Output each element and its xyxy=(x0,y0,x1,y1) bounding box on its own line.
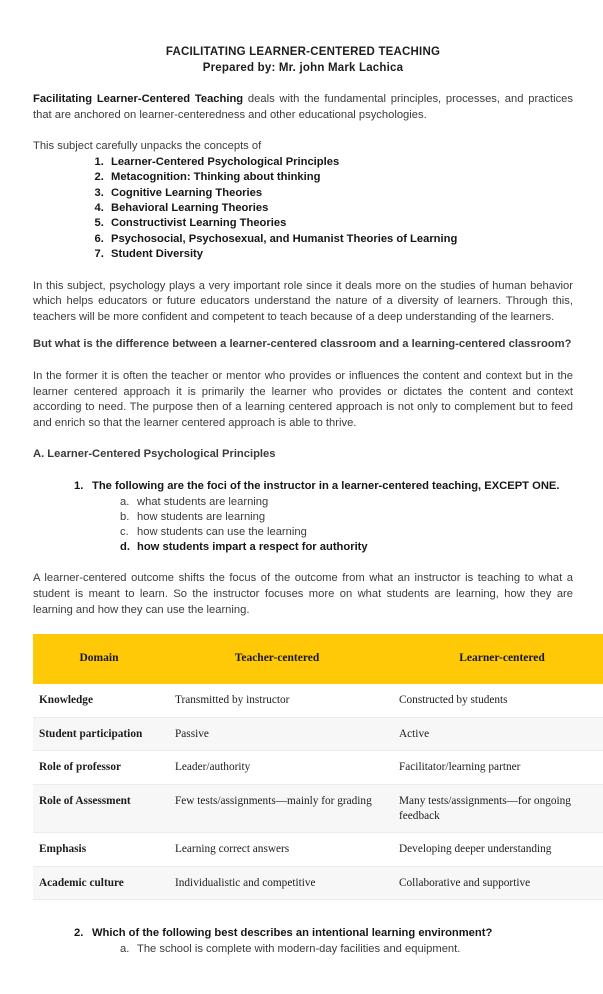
table-body xyxy=(33,684,603,900)
list-item: 4. Behavioral Learning Theories xyxy=(107,201,573,216)
column-header-learner-centered: Learner-centered xyxy=(389,634,603,684)
question-1-option-a[interactable] xyxy=(33,495,573,510)
table-head xyxy=(33,634,603,684)
option-text: how students can use the learning xyxy=(137,525,307,538)
cell-learner: Facilitator/learning partner xyxy=(389,751,603,785)
question-1-option-d[interactable] xyxy=(33,540,573,555)
list-item: 5. Constructivist Learning Theories xyxy=(107,216,573,231)
cell-teacher: Transmitted by instructor xyxy=(165,684,389,717)
option-text: how students are learning xyxy=(137,510,266,523)
document-subtitle: Prepared by: Mr. john Mark Lachica xyxy=(202,62,404,74)
cell-domain: Student participation xyxy=(33,717,165,751)
option-letter: a. xyxy=(120,942,130,955)
question-2 xyxy=(33,926,573,942)
table-row xyxy=(33,833,603,867)
intro-lead-rest: deals with the fundamental principles, processes, and practices that are anchored on learner-centeredness and other educational psychologies. xyxy=(33,93,573,121)
cell-teacher: Passive xyxy=(165,717,389,751)
section-a-heading: A. Learner-Centered Psychological Principles xyxy=(33,448,276,461)
question-2-text: Which of the following best describes an intentional learning environment? xyxy=(92,927,493,940)
list-item: 3. Cognitive Learning Theories xyxy=(107,186,573,201)
outcome-paragraph: A learner-centered outcome shifts the focus of the outcome from what an instructor is teaching to what a student is meant to learn. So the instructor focuses more on what students are learning, how they are learning and how they can use the learning. xyxy=(33,572,573,616)
table-row xyxy=(33,784,603,832)
cell-learner: Developing deeper understanding xyxy=(389,833,603,867)
list-item: 2. Metacognition: Thinking about thinking xyxy=(107,170,573,185)
cell-domain: Knowledge xyxy=(33,684,165,717)
list-item: 7. Student Diversity xyxy=(107,247,573,262)
cell-domain: Role of professor xyxy=(33,751,165,785)
difference-question: But what is the difference between a learner-centered classroom and a learning-centered classroom? xyxy=(33,338,572,351)
list-item: 1. Learner-Centered Psychological Principles xyxy=(107,155,573,170)
comparison-table xyxy=(33,634,603,900)
question-2-number: 2. xyxy=(74,927,84,940)
table-row xyxy=(33,866,603,900)
table-row xyxy=(33,751,603,785)
cell-learner: Constructed by students xyxy=(389,684,603,717)
cell-learner: Many tests/assignments—for ongoing feedback xyxy=(389,784,603,832)
column-header-teacher-centered: Teacher-centered xyxy=(165,634,389,684)
column-header-domain: Domain xyxy=(33,634,165,684)
cell-teacher: Individualistic and competitive xyxy=(165,866,389,900)
table-header-row xyxy=(33,634,603,684)
concepts-lead-in: This subject carefully unpacks the concepts of xyxy=(33,140,262,153)
intro-lead-bold: Facilitating Learner-Centered Teaching xyxy=(33,93,244,105)
option-text: what students are learning xyxy=(137,495,269,508)
former-paragraph: In the former it is often the teacher or mentor who provides or influences the content and context but in the learner centered approach it is primarily the learner who provides or dictates the content and context according to need. The purpose then of a learning centered approach is not only to complement but to feed and enrich so that the learner centered approach is able to thrive. xyxy=(33,370,573,429)
question-1 xyxy=(33,479,573,495)
document-title: FACILITATING LEARNER-CENTERED TEACHING xyxy=(165,46,441,58)
cell-learner: Active xyxy=(389,717,603,751)
cell-domain: Role of Assessment xyxy=(33,784,165,832)
cell-teacher: Learning correct answers xyxy=(165,833,389,867)
cell-learner: Collaborative and supportive xyxy=(389,866,603,900)
option-letter: b. xyxy=(120,510,130,523)
option-letter: c. xyxy=(120,525,129,538)
option-text: how students impart a respect for authority xyxy=(137,541,368,554)
cell-teacher: Leader/authority xyxy=(165,751,389,785)
table-row xyxy=(33,684,603,717)
question-1-option-b[interactable] xyxy=(33,510,573,525)
question-1-option-c[interactable] xyxy=(33,525,573,540)
option-text: The school is complete with modern-day facilities and equipment. xyxy=(137,942,461,955)
psychology-paragraph: In this subject, psychology plays a very important role since it deals more on the studies of human behavior which helps educators or future educators understand the nature of a diversity of learners. Through this, teachers will be more confident and competent to teach because of a deep understanding of the learners. xyxy=(33,279,573,323)
cell-domain: Emphasis xyxy=(33,833,165,867)
option-letter: d. xyxy=(120,541,130,554)
table-row xyxy=(33,717,603,751)
cell-domain: Academic culture xyxy=(33,866,165,900)
concepts-list xyxy=(33,155,573,263)
question-1-number: 1. xyxy=(74,479,84,492)
option-letter: a. xyxy=(120,495,130,508)
list-item: 6. Psychosocial, Psychosexual, and Humanist Theories of Learning xyxy=(107,232,573,247)
question-1-text: The following are the foci of the instructor in a learner-centered teaching, EXCEPT ONE. xyxy=(92,479,560,492)
cell-teacher: Few tests/assignments—mainly for grading xyxy=(165,784,389,832)
question-2-option-a[interactable] xyxy=(33,942,573,957)
intro-paragraph xyxy=(33,92,573,123)
